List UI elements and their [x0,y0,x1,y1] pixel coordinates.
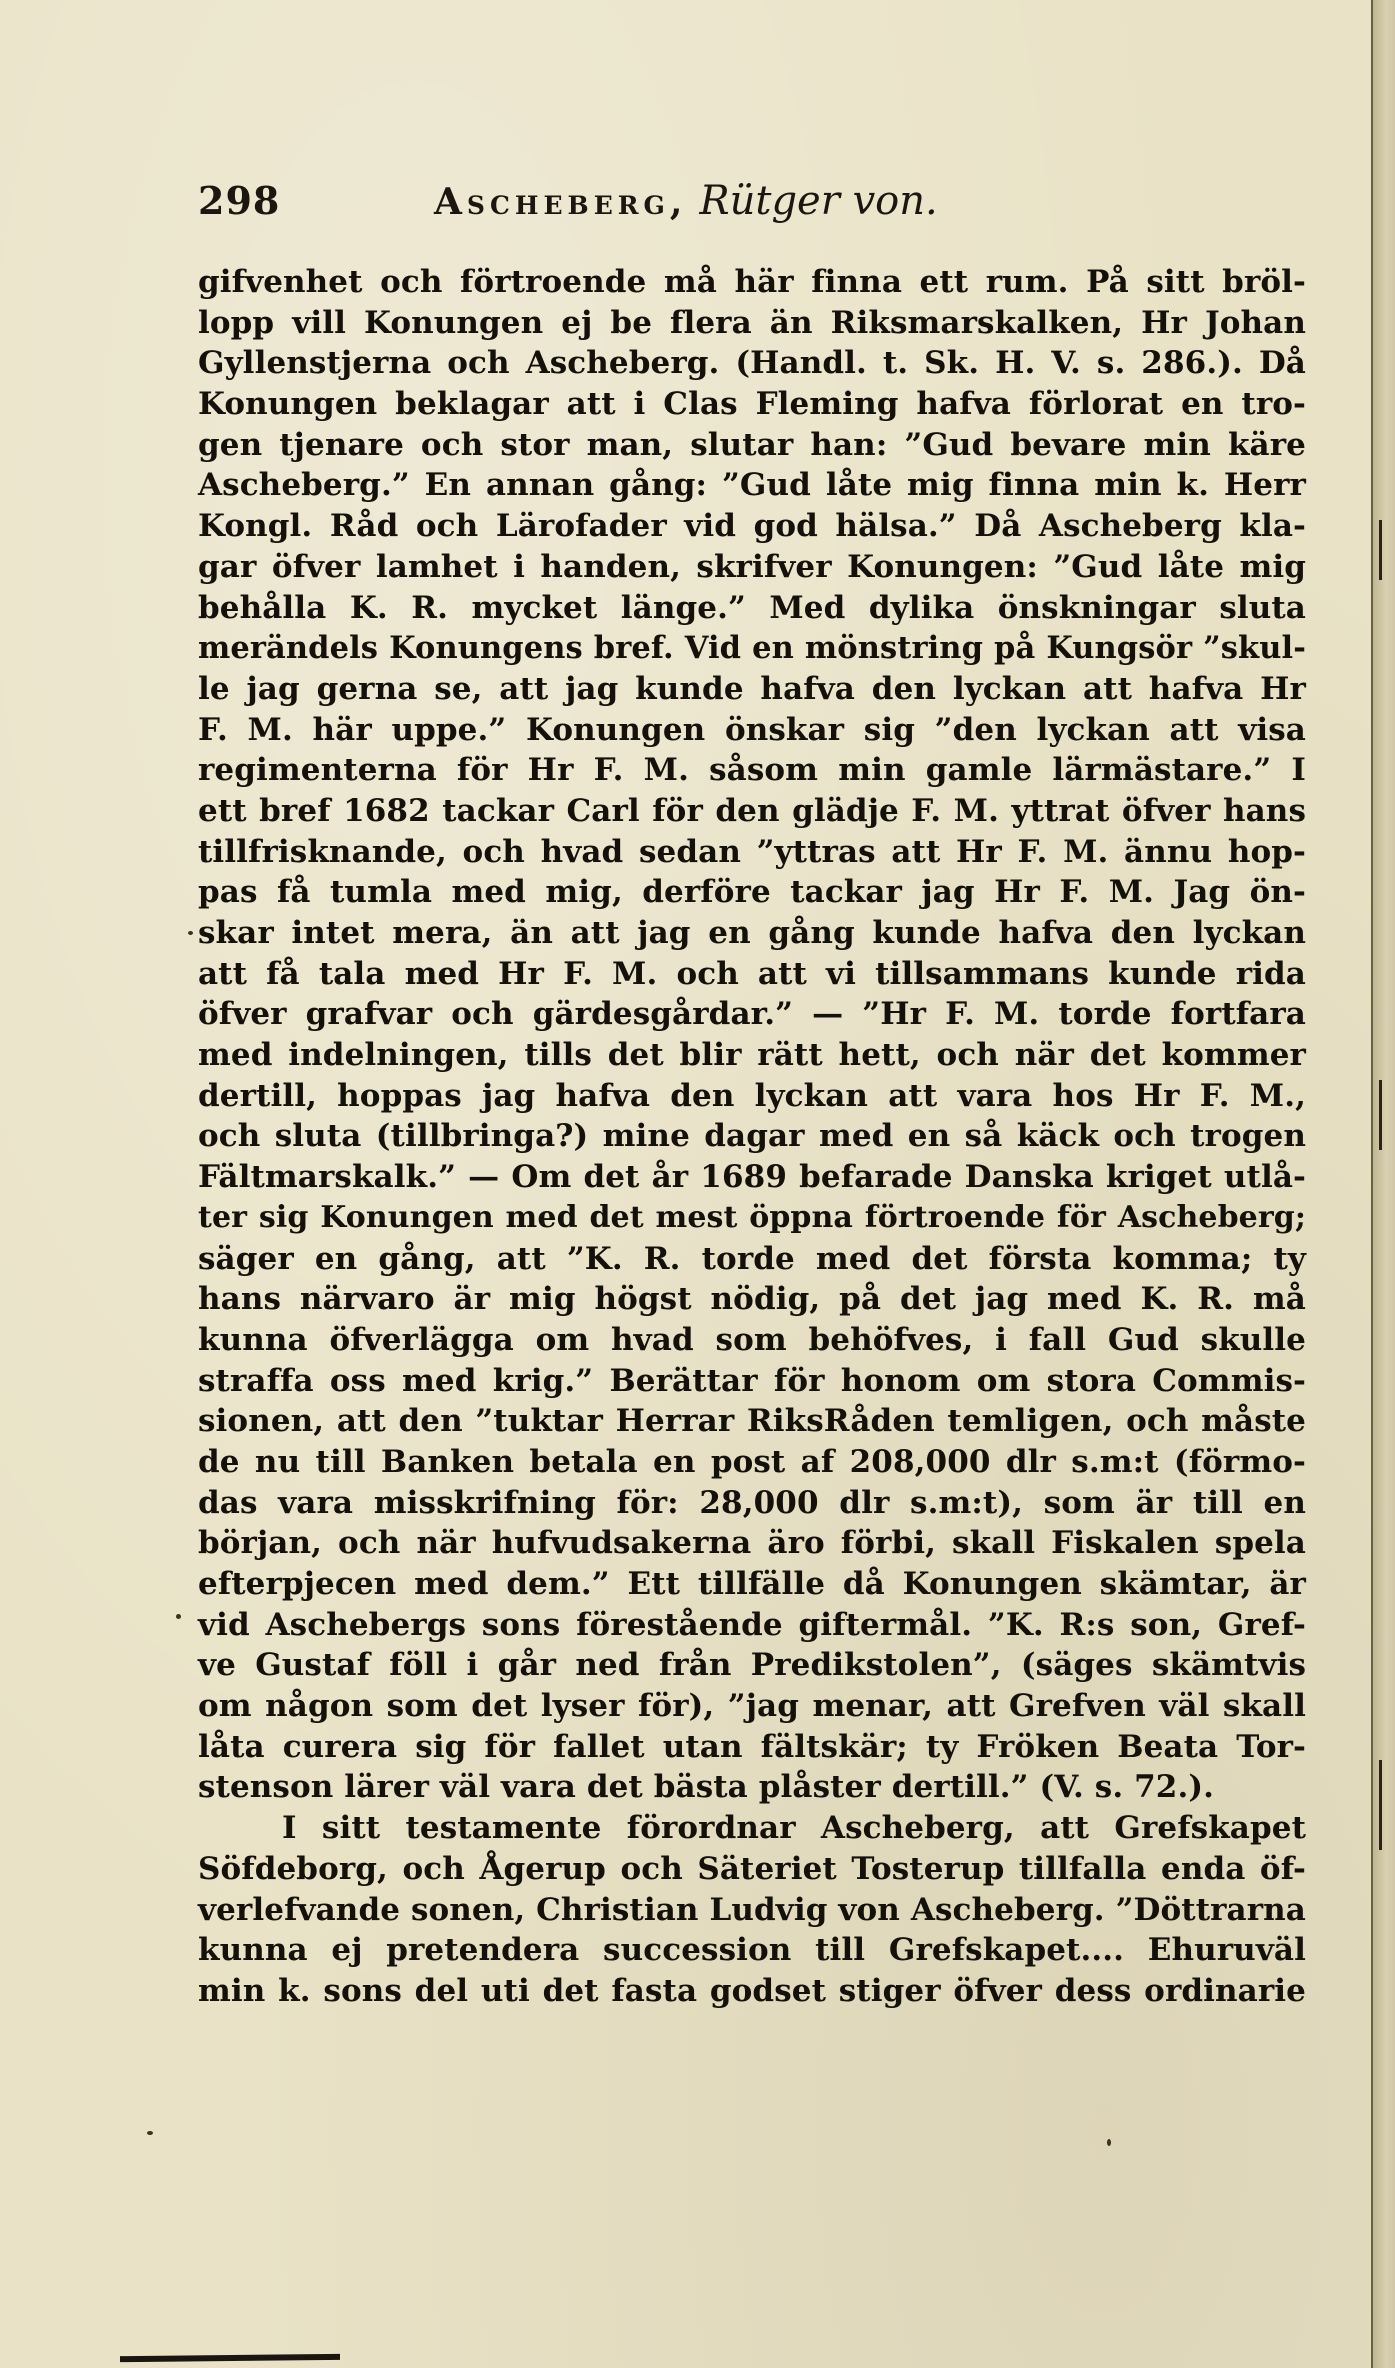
text-line: F. M. här uppe.” Konungen önskar sig ”den lyckan att visa [198,711,1306,748]
text-line: säger en gång, att ”K. R. torde med det första komma; ty [198,1240,1306,1277]
text-line: skar intet mera, än att jag en gång kunde hafva den lyckan [198,915,1306,951]
text-line: början, och när hufvudsakerna äro förbi, skall Fiskalen spela [198,1525,1306,1562]
text-line: kunna ej pretendera succession till Grefskapet.... Ehuruväl [198,1932,1306,1969]
text-line: behålla K. R. mycket länge.” Med dylika önskningar sluta [198,589,1306,626]
text-line: regimenterna för Hr F. M. såsom min gamle lärmästare.” I [198,752,1306,789]
paragraph-start-line: I sitt testamente förordnar Ascheberg, att Grefskapet [282,1810,1306,1847]
text-line: kunna öfverlägga om hvad som behöfves, i fall Gud skulle [198,1321,1306,1358]
text-line: ett bref 1682 tackar Carl för den glädje F. M. yttrat öfver hans [198,792,1306,829]
body-text [198,262,1306,2012]
text-line: med indelningen, tills det blir rätt hett, och när det kommer [198,1037,1306,1074]
text-line: gar öfver lamhet i handen, skrifver Konungen: ”Gud låte mig [198,548,1306,585]
text-line: stenson lärer väl vara det bästa plåster dertill.” (V. s. 72.). [198,1769,1215,1806]
text-line: ter sig Konungen med det mest öppna förtroende för Ascheberg; [198,1199,1306,1235]
text-line: straffa oss med krig.” Berättar för honom om stora Commis- [198,1362,1306,1399]
text-line: Gyllenstjerna och Ascheberg. (Handl. t. Sk. H. V. s. 286.). Då [198,345,1306,382]
edge-mark [1379,1760,1382,1850]
text-line: tillfrisknande, och hvad sedan ”yttras att Hr F. M. ännu hop- [198,833,1306,870]
text-line: de nu till Banken betala en post af 208,000 dlr s.m:t (förmo- [198,1443,1306,1480]
page-number: 298 [198,178,281,223]
edge-mark [1379,520,1382,580]
ink-speck [1107,2139,1111,2146]
text-line: gen tjenare och stor man, slutar han: ”Gud bevare min käre [198,426,1306,463]
text-line: le jag gerna se, att jag kunde hafva den lyckan att hafva Hr [198,670,1306,707]
bottom-edge-rule [120,2354,340,2362]
text-line: verlefvande sonen, Christian Ludvig von Ascheberg. ”Döttrarna [198,1891,1306,1928]
ink-speck [176,1614,181,1619]
edge-mark [1379,1080,1382,1150]
running-head [434,178,938,224]
text-line: min k. sons del uti det fasta godset stiger öfver dess ordinarie [198,1972,1306,2009]
text-line: och sluta (tillbringa?) mine dagar med en så käck och trogen [198,1118,1306,1155]
text-line: låta curera sig för fallet utan fältskär; ty Fröken Beata Tor- [198,1728,1306,1765]
text-line: das vara misskrifning för: 28,000 dlr s.m:t), som är till en [198,1484,1306,1521]
text-line: lopp vill Konungen ej be flera än Riksmarskalken, Hr Johan [198,304,1306,341]
page-edge [1371,0,1395,2368]
text-line: sionen, att den ”tuktar Herrar RiksRåden temligen, och måste [198,1403,1306,1440]
text-line: Söfdeborg, och Ågerup och Säteriet Tosterup tillfalla enda öf- [198,1850,1306,1887]
text-line: Ascheberg.” En annan gång: ”Gud låte mig finna min k. Herr [198,467,1306,504]
text-line: om någon som det lyser för), ”jag menar, att Grefven väl skall [198,1688,1306,1725]
text-line: att få tala med Hr F. M. och att vi tillsammans kunde rida [198,955,1306,992]
ink-speck [188,931,193,935]
text-line: dertill, hoppas jag hafva den lyckan att vara hos Hr F. M., [198,1077,1306,1114]
page-header [198,178,1298,238]
text-line: ve Gustaf föll i går ned från Predikstolen”, (säges skämtvis [198,1647,1306,1684]
text-line: merändels Konungens bref. Vid en mönstring på Kungsör ”skul- [198,630,1306,667]
text-line: pas få tumla med mig, derföre tackar jag Hr F. M. Jag ön- [198,874,1306,911]
running-head-subtitle: Rütger von. [699,178,938,224]
running-head-name: Ascheberg, [434,181,688,223]
text-line: efterpjecen med dem.” Ett tillfälle då Konungen skämtar, är [198,1566,1306,1602]
text-line: Konungen beklagar att i Clas Fleming hafva förlorat en tro- [198,386,1306,423]
ink-speck [147,2131,153,2135]
text-line: Fältmarskalk.” — Om det år 1689 befarade Danska kriget utlå- [198,1159,1306,1196]
text-line: hans närvaro är mig högst nödig, på det jag med K. R. må [198,1281,1306,1318]
text-line: gifvenhet och förtroende må här finna ett rum. På sitt bröl- [198,264,1306,300]
text-line: Kongl. Råd och Lärofader vid god hälsa.” Då Ascheberg kla- [198,508,1306,545]
text-line: öfver grafvar och gärdesgårdar.” — ”Hr F. M. torde fortfara [198,996,1306,1033]
text-line: vid Aschebergs sons förestående giftermål. ”K. R:s son, Gref- [198,1606,1306,1643]
